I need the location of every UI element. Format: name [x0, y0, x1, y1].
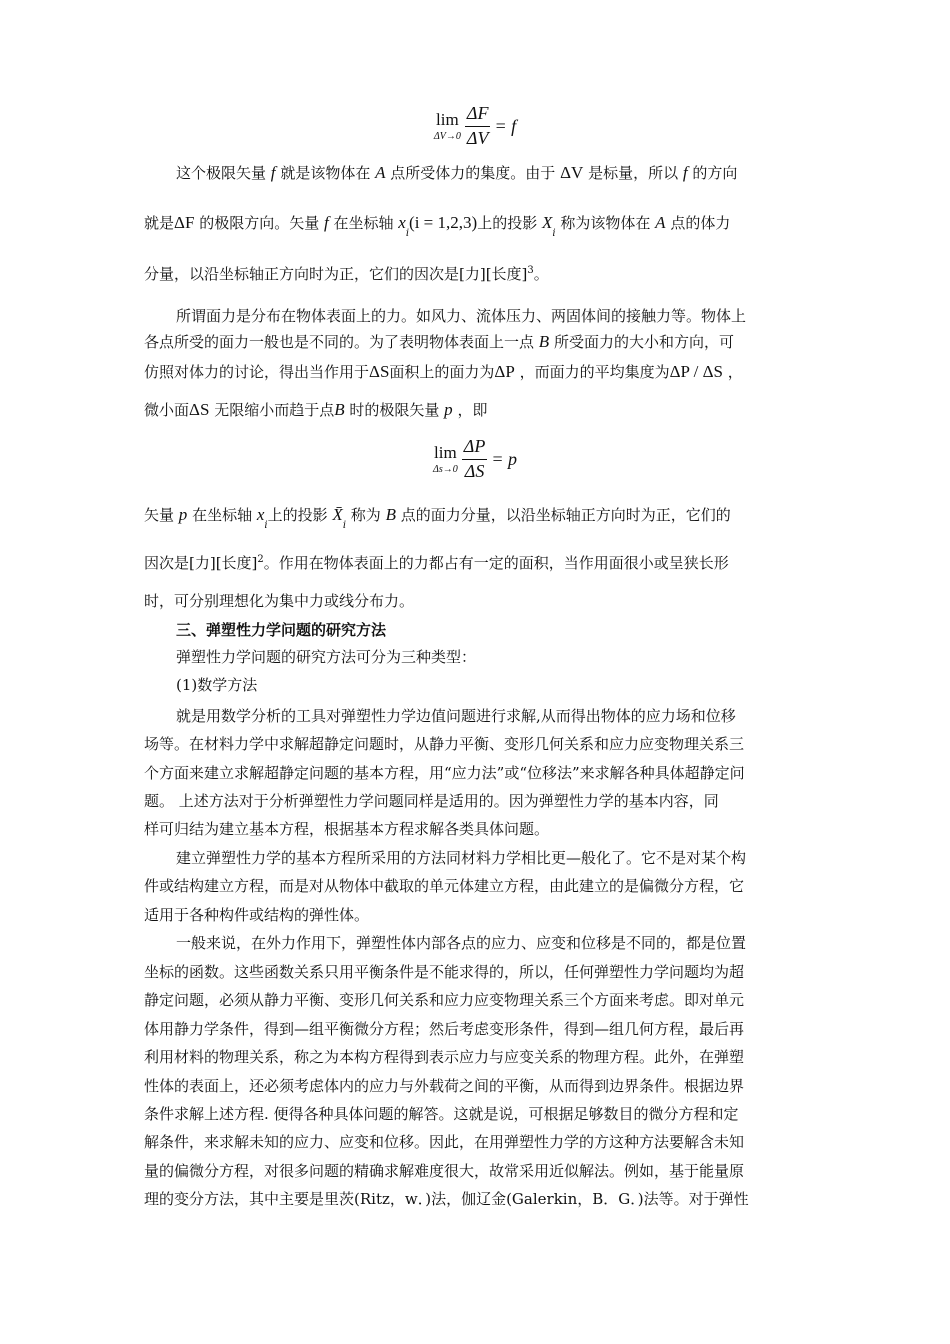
text-line: 个方面来建立求解超静定问题的基本方程，用“应力法”或“位移法”来求解各种具体超静定问 [144, 764, 745, 782]
text-line: 这个极限矢量 f 就是该物体在 A 点所受体力的集度。由于 ΔV 是标量，所以 f 的方向 [176, 163, 738, 182]
text-line: 解条件，来求解未知的应力、应变和位移。因此，在用弹塑性力学的方这种方法要解含未知 [144, 1133, 745, 1151]
text-line: 体用静力学条件，得到—组平衡微分方程；然后考虑变形条件，得到—组几何方程，最后再 [144, 1020, 745, 1038]
text-line: 题。 上述方法对于分析弹塑性力学问题同样是适用的。因为弹塑性力学的基本内容，同 [144, 792, 719, 810]
text-line: 样可归结为建立基本方程，根据基本方程求解各类具体问题。 [144, 820, 550, 838]
lim-operator: lim [434, 442, 457, 462]
text-line: 矢量 p 在坐标轴 $x_i$上的投影 $X̄_i$ 称为 B 点的面力分量，以沿坐标轴正方向时为正，它们的 [144, 505, 731, 531]
text-line: 量的偏微分方程，对很多问题的精确求解难度很大，故常采用近似解法。例如，基于能量原 [144, 1162, 745, 1180]
denominator: ΔV [466, 127, 489, 148]
fraction [462, 437, 488, 482]
text-line: 坐标的函数。这些函数关系只用平衡条件是不能求得的，所以，任何弹塑性力学问题均为超 [144, 963, 745, 981]
lim-operator: lim [436, 109, 459, 129]
text-line: 分量，以沿坐标轴正方向时为正，它们的因次是[力][长度]$^3$。 [144, 265, 549, 283]
formula-rhs: = f [494, 115, 517, 136]
text-line: 仿照对体力的讨论，得出当作用于ΔS面积上的面力为ΔP ，而面力的平均集度为ΔP / ΔS ， [144, 362, 743, 381]
text-line: 场等。在材料力学中求解超静定问题时，从静力平衡、变形几何关系和应力应变物理关系三 [144, 735, 745, 753]
text-line: 就是用数学分析的工具对弹塑性力学边值问题进行求解,从而得出物体的应力场和位移 [176, 707, 736, 725]
numerator: ΔP [462, 437, 488, 460]
body-force-limit-formula [0, 104, 950, 149]
text-line: 利用材料的物理关系，称之为本构方程得到表示应力与应变关系的物理方程。此外，在弹塑 [144, 1048, 745, 1066]
numerator: ΔF [465, 104, 491, 127]
subsection-title: (1)数学方法 [176, 676, 258, 694]
text-line: 一般来说，在外力作用下，弹塑性体内部各点的应力、应变和位移是不同的，都是位置 [176, 934, 747, 952]
text-line: 静定问题，必须从静力平衡、变形几何关系和应力应变物理关系三个方面来考虑。即对单元 [144, 991, 745, 1009]
surface-force-limit-formula [0, 437, 950, 482]
text-line: 理的变分方法，其中主要是里茨(Ritz，w．)法，伽辽金(Galerkin，B．G．)法等。对于弹性 [144, 1190, 749, 1208]
text-line: 各点所受的面力一般也是不同的。为了表明物体表面上一点 B 所受面力的大小和方向，可 [144, 332, 734, 351]
lim-subscript: Δs→0 [433, 463, 458, 475]
formula-rhs: = p [491, 448, 517, 469]
text-line: 条件求解上述方程. 便得各种具体问题的解答。这就是说，可根据足够数目的微分方程和定 [144, 1105, 739, 1123]
text-line: 就是ΔF 的极限方向。矢量 f 在坐标轴 $x_i(i = 1,2,3)$上的投影 $X_i$ 称为该物体在 A 点的体力 [144, 213, 731, 239]
text-line: 因次是[力][长度]$^2$。作用在物体表面上的力都占有一定的面积，当作用面很小或呈狭长形 [144, 554, 729, 572]
text-line: 微小面ΔS 无限缩小而趋于点B 时的极限矢量 p ，即 [144, 400, 488, 419]
denominator: ΔS [464, 460, 485, 481]
lim-subscript: ΔV→0 [433, 130, 461, 142]
text-line: 所谓面力是分布在物体表面上的力。如风力、流体压力、两固体间的接触力等。物体上 [176, 307, 747, 325]
text-line: 件或结构建立方程，而是对从物体中截取的单元体建立方程，由此建立的是偏微分方程，它 [144, 877, 745, 895]
text-line: 时，可分别理想化为集中力或线分布力。 [144, 592, 415, 610]
text-line: 建立弹塑性力学的基本方程所采用的方法同材料力学相比更—般化了。它不是对某个构 [176, 849, 747, 867]
text-line: 弹塑性力学问题的研究方法可分为三种类型： [176, 648, 477, 666]
text-line: 性体的表面上，还必须考虑体内的应力与外载荷之间的平衡，从而得到边界条件。根据边界 [144, 1077, 745, 1095]
section-heading: 三、弹塑性力学问题的研究方法 [176, 621, 387, 639]
text-line: 适用于各种构件或结构的弹性体。 [144, 906, 370, 924]
fraction [465, 104, 491, 149]
